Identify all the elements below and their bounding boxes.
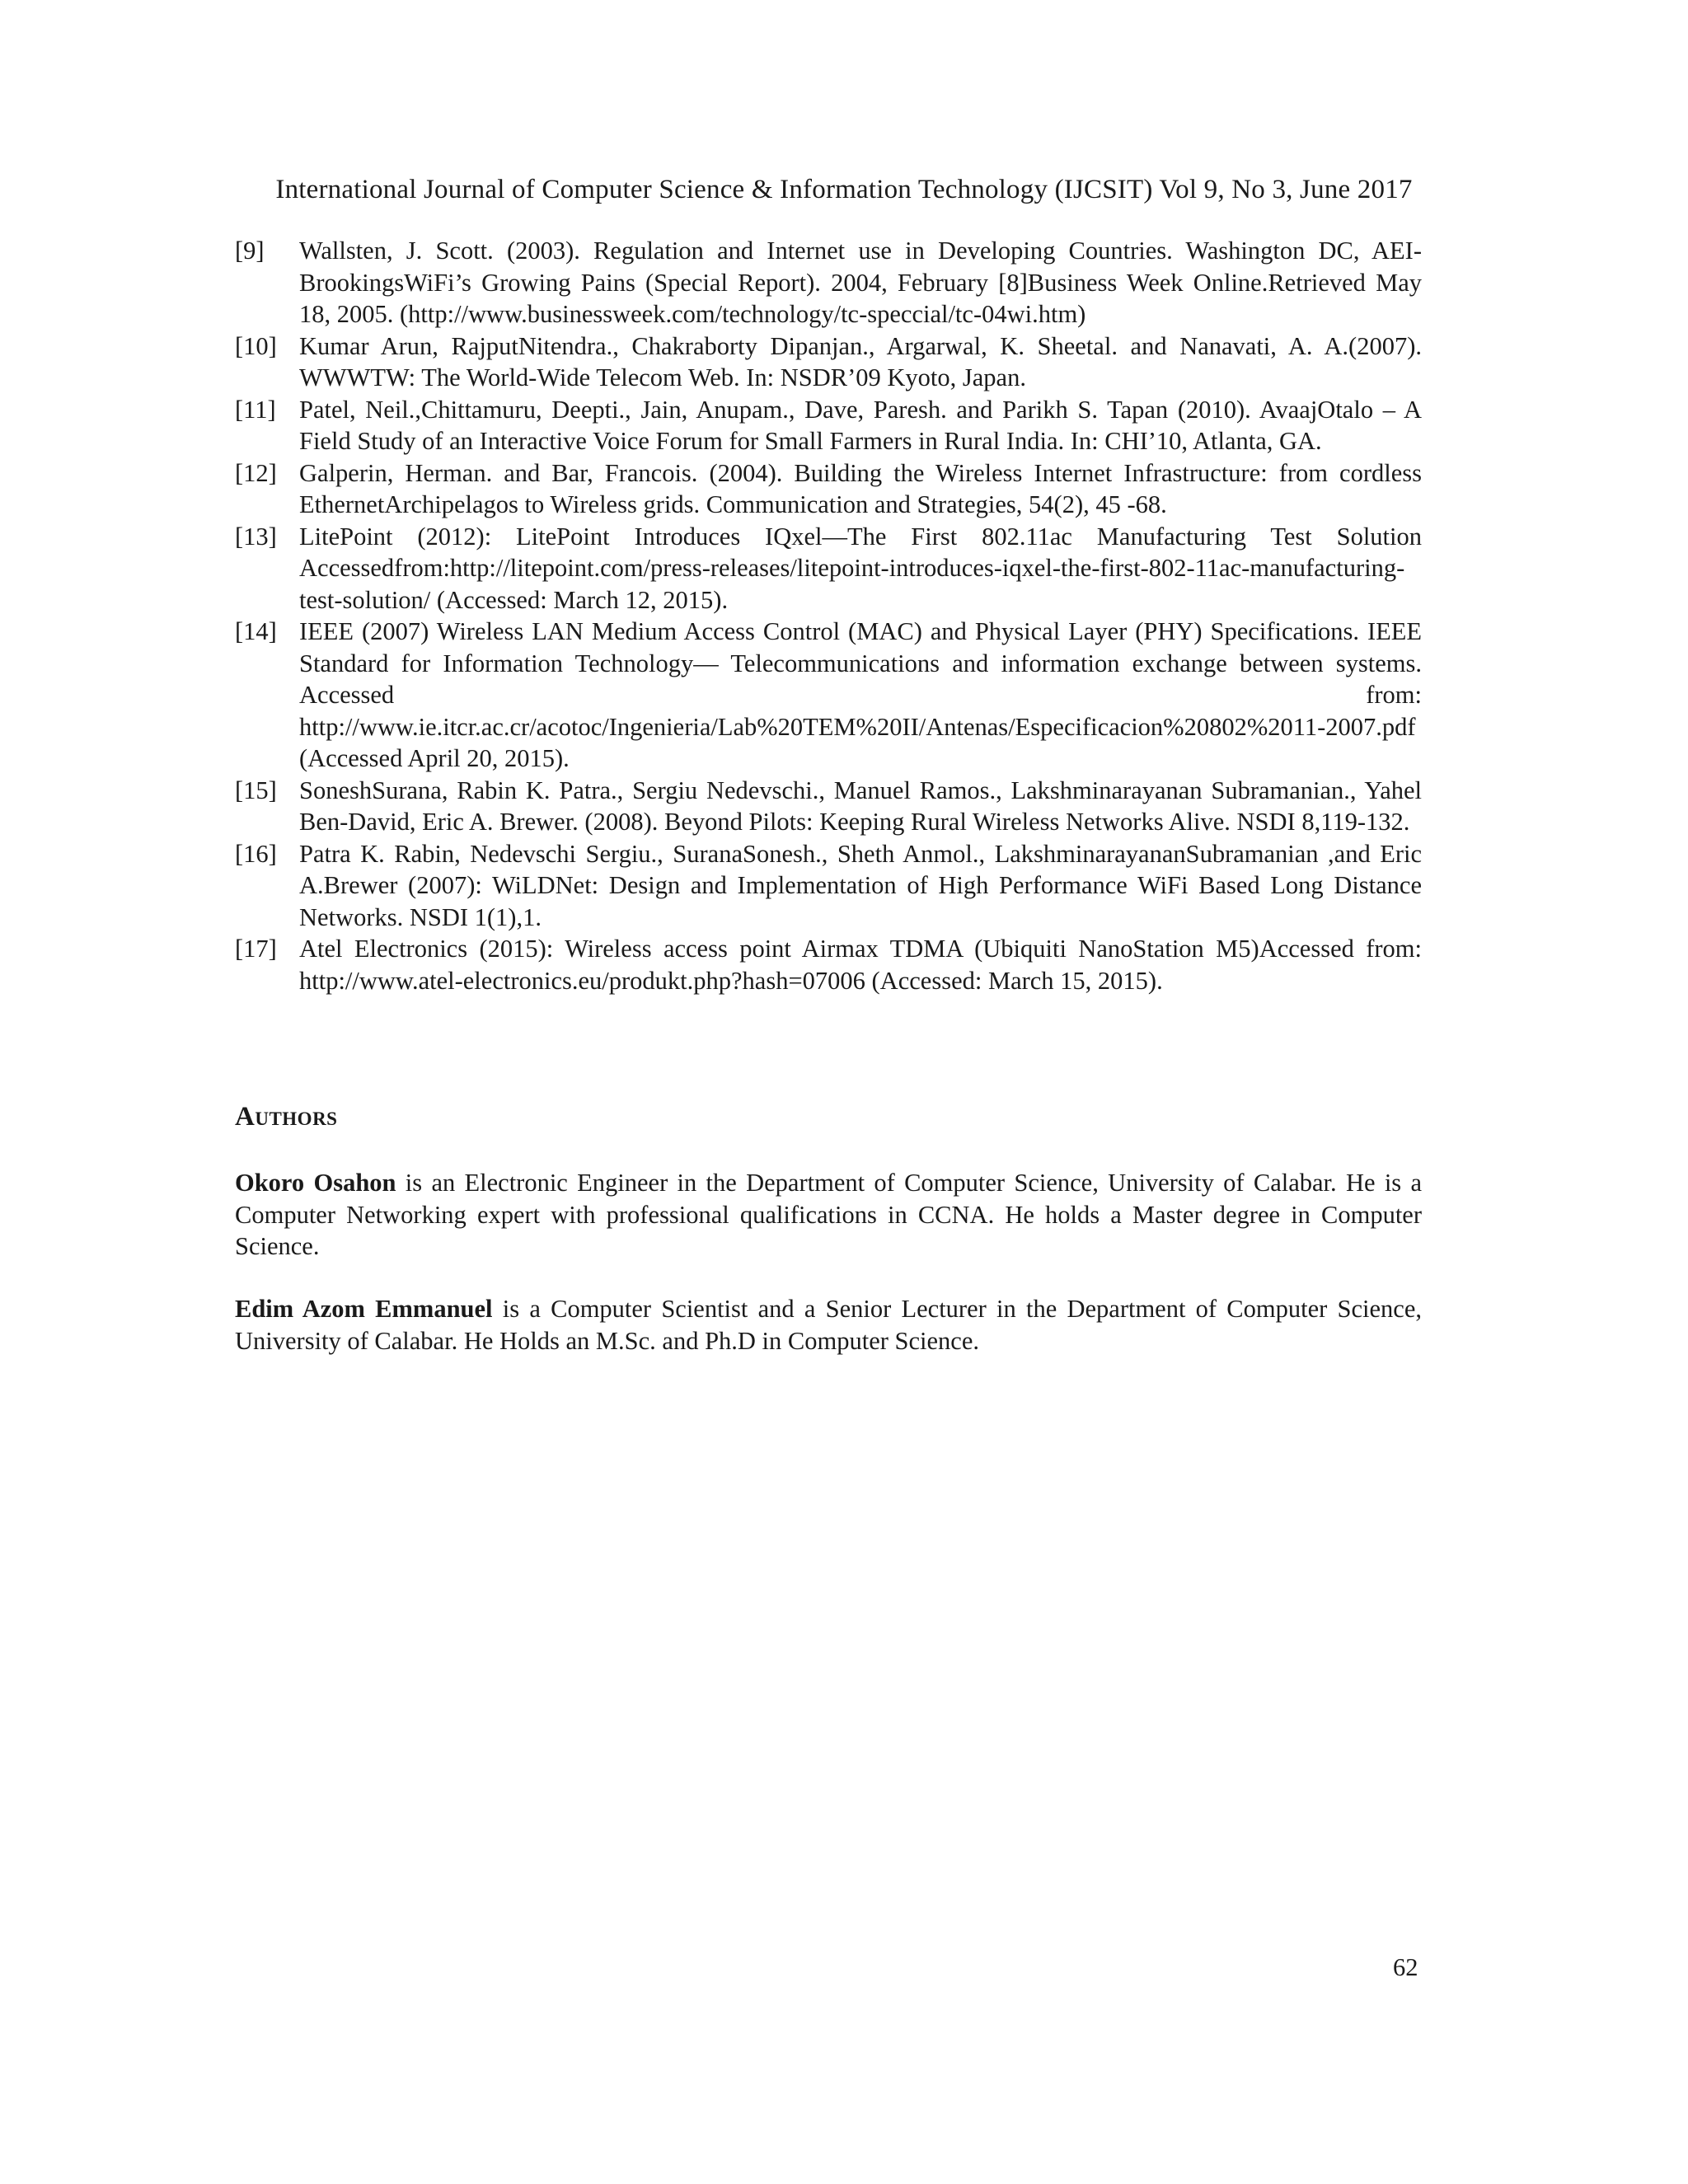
reference-item-11	[235, 394, 1422, 457]
reference-text: Atel Electronics (2015): Wireless access point Airmax TDMA (Ubiquiti NanoStation M5)Accessed from: http://www.atel-electronics.eu/produkt.php?hash=07006 (Accessed: March 15, 2015).	[299, 935, 1422, 995]
author-name: Okoro Osahon	[235, 1169, 396, 1197]
reference-text: IEEE (2007) Wireless LAN Medium Access Control (MAC) and Physical Layer (PHY) Specifications. IEEE Standard for Information Technology— Telecommunications and information exchange between systems. Accessed from: http://www.ie.itcr.ac.cr/acotoc/Ingenieria/Lab%20TEM%20II/Antenas/Especificacion%20802%2011-2007.pdf (Accessed April 20, 2015).	[299, 617, 1422, 772]
reference-text: SoneshSurana, Rabin K. Patra., Sergiu Nedevschi., Manuel Ramos., Lakshminarayanan Subramanian., Yahel Ben-David, Eric A. Brewer. (2008). Beyond Pilots: Keeping Rural Wireless Networks Alive. NSDI 8,119-132.	[299, 776, 1422, 836]
reference-number: [11]	[235, 395, 276, 424]
reference-item-17	[235, 933, 1422, 996]
reference-number: [15]	[235, 776, 277, 804]
reference-item-13	[235, 521, 1422, 616]
reference-text: Wallsten, J. Scott. (2003). Regulation and Internet use in Developing Countries. Washington DC, AEI-BrookingsWiFi’s Growing Pains (Special Report). 2004, February [8]Business Week Online.Retrieved May 18, 2005. (http://www.businessweek.com/technology/tc-speccial/tc-04wi.htm)	[299, 237, 1422, 328]
reference-text: Kumar Arun, RajputNitendra., Chakraborty Dipanjan., Argarwal, K. Sheetal. and Nanavati, A. A.(2007). WWWTW: The World-Wide Telecom Web. In: NSDR’09 Kyoto, Japan.	[299, 331, 1422, 391]
reference-number: [12]	[235, 458, 277, 487]
reference-number: [17]	[235, 935, 277, 963]
reference-item-14	[235, 616, 1422, 775]
reference-number: [14]	[235, 617, 277, 645]
reference-item-16	[235, 838, 1422, 934]
reference-list	[235, 235, 1422, 996]
author-bio	[235, 1293, 1422, 1357]
reference-text: Galperin, Herman. and Bar, Francois. (2004). Building the Wireless Internet Infrastructure: from cordless EthernetArchipelagos to Wireless grids. Communication and Strategies, 54(2), 45 -68.	[299, 458, 1422, 518]
reference-number: [10]	[235, 331, 277, 360]
page-number: 62	[1393, 1953, 1418, 1981]
reference-item-10	[235, 330, 1422, 394]
authors-heading: Authors	[235, 1102, 338, 1132]
author-name: Edim Azom Emmanuel	[235, 1295, 493, 1323]
author-description: is an Electronic Engineer in the Department of Computer Science, University of Calabar. He is a Computer Networking expert with professional qualifications in CCNA. He holds a Master degree in Computer Science.	[235, 1169, 1422, 1260]
running-header: International Journal of Computer Science & Information Technology (IJCSIT) Vol 9, No 3, June 2017	[275, 175, 1413, 204]
reference-text: Patel, Neil.,Chittamuru, Deepti., Jain, Anupam., Dave, Paresh. and Parikh S. Tapan (2010). AvaajOtalo – A Field Study of an Interactive Voice Forum for Small Farmers in Rural India. In: CHI’10, Atlanta, GA.	[299, 395, 1422, 455]
reference-text: LitePoint (2012): LitePoint Introduces IQxel—The First 802.11ac Manufacturing Test Solution Accessedfrom:http://litepoint.com/press-releases/litepoint-introduces-iqxel-the-first-802-11ac-manufacturing-test-solution/ (Accessed: March 12, 2015).	[299, 522, 1422, 614]
reference-item-15	[235, 775, 1422, 838]
reference-number: [16]	[235, 839, 277, 868]
reference-number: [9]	[235, 237, 265, 265]
author-bio	[235, 1167, 1422, 1263]
reference-number: [13]	[235, 522, 277, 551]
reference-item-12	[235, 457, 1422, 521]
reference-item-9	[235, 235, 1422, 330]
author-description: is a Computer Scientist and a Senior Lecturer in the Department of Computer Science, University of Calabar. He Holds an M.Sc. and Ph.D in Computer Science.	[235, 1295, 1422, 1355]
reference-text: Patra K. Rabin, Nedevschi Sergiu., SuranaSonesh., Sheth Anmol., LakshminarayananSubramanian ,and Eric A.Brewer (2007): WiLDNet: Design and Implementation of High Performance WiFi Based Long Distance Networks. NSDI 1(1),1.	[299, 839, 1422, 931]
